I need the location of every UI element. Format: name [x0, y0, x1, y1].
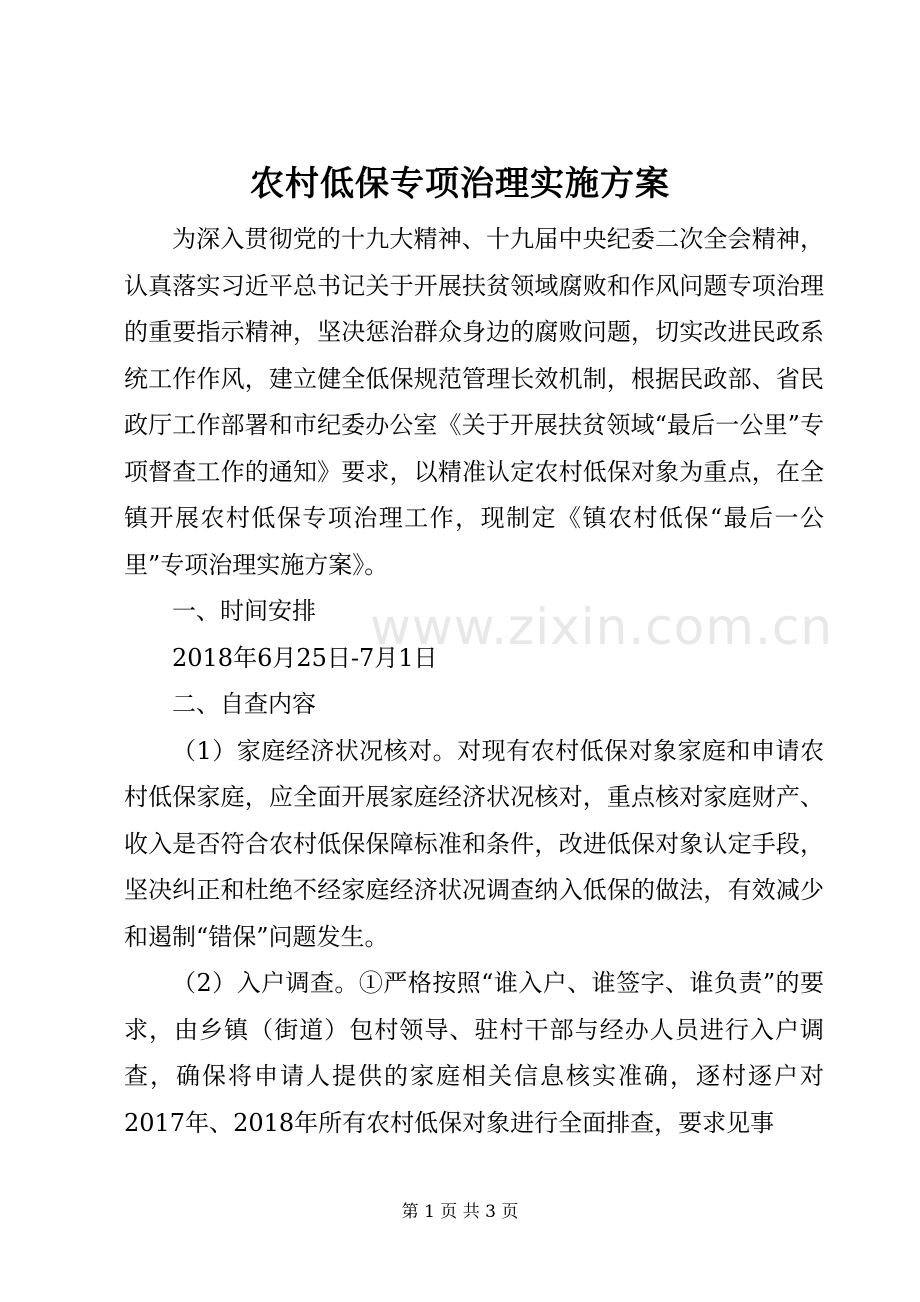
document-title: 农村低保专项治理实施方案 [250, 164, 670, 204]
section-heading-schedule: 一、时间安排 [172, 597, 316, 625]
item-paragraph-1: （1）家庭经济状况核对。对现有农村低保对象家庭和申请农村低保家庭，应全面开展家庭经济状况核对，重点核对家庭财产、收入是否符合农村低保保障标准和条件，改进低保对象认定手段，坚决纠正和杜绝不经家庭经济状况调查纳入低保的做法，有效减少和遏制“错保”问题发生。 [124, 736, 824, 951]
page-footer: 第 1 页 共 3 页 [401, 1202, 519, 1222]
document-body [124, 216, 824, 1146]
schedule-date: 2018年6月25日-7月1日 [172, 643, 438, 672]
watermark: www.zixin.com.cn [370, 598, 834, 656]
section-heading-self-check: 二、自查内容 [172, 690, 316, 718]
intro-paragraph: 为深入贯彻党的十九大精神、十九届中央纪委二次全会精神，认真落实习近平总书记关于开展扶贫领域腐败和作风问题专项治理的重要指示精神，坚决惩治群众身边的腐败问题，切实改进民政系统工作作风，建立健全低保规范管理长效机制，根据民政部、省民政厅工作部署和市纪委办公室《关于开展扶贫领域“最后一公里”专项督查工作的通知》要求，以精准认定农村低保对象为重点，在全镇开展农村低保专项治理工作，现制定《镇农村低保“最后一公里”专项治理实施方案》。 [124, 225, 824, 579]
item-paragraph-2: （2）入户调查。①严格按照“谁入户、谁签字、谁负责”的要求，由乡镇（街道）包村领导、驻村干部与经办人员进行入户调查，确保将申请人提供的家庭相关信息核实准确，逐村逐户对2017年、2018年所有农村低保对象进行全面排查，要求见事 [124, 969, 824, 1137]
